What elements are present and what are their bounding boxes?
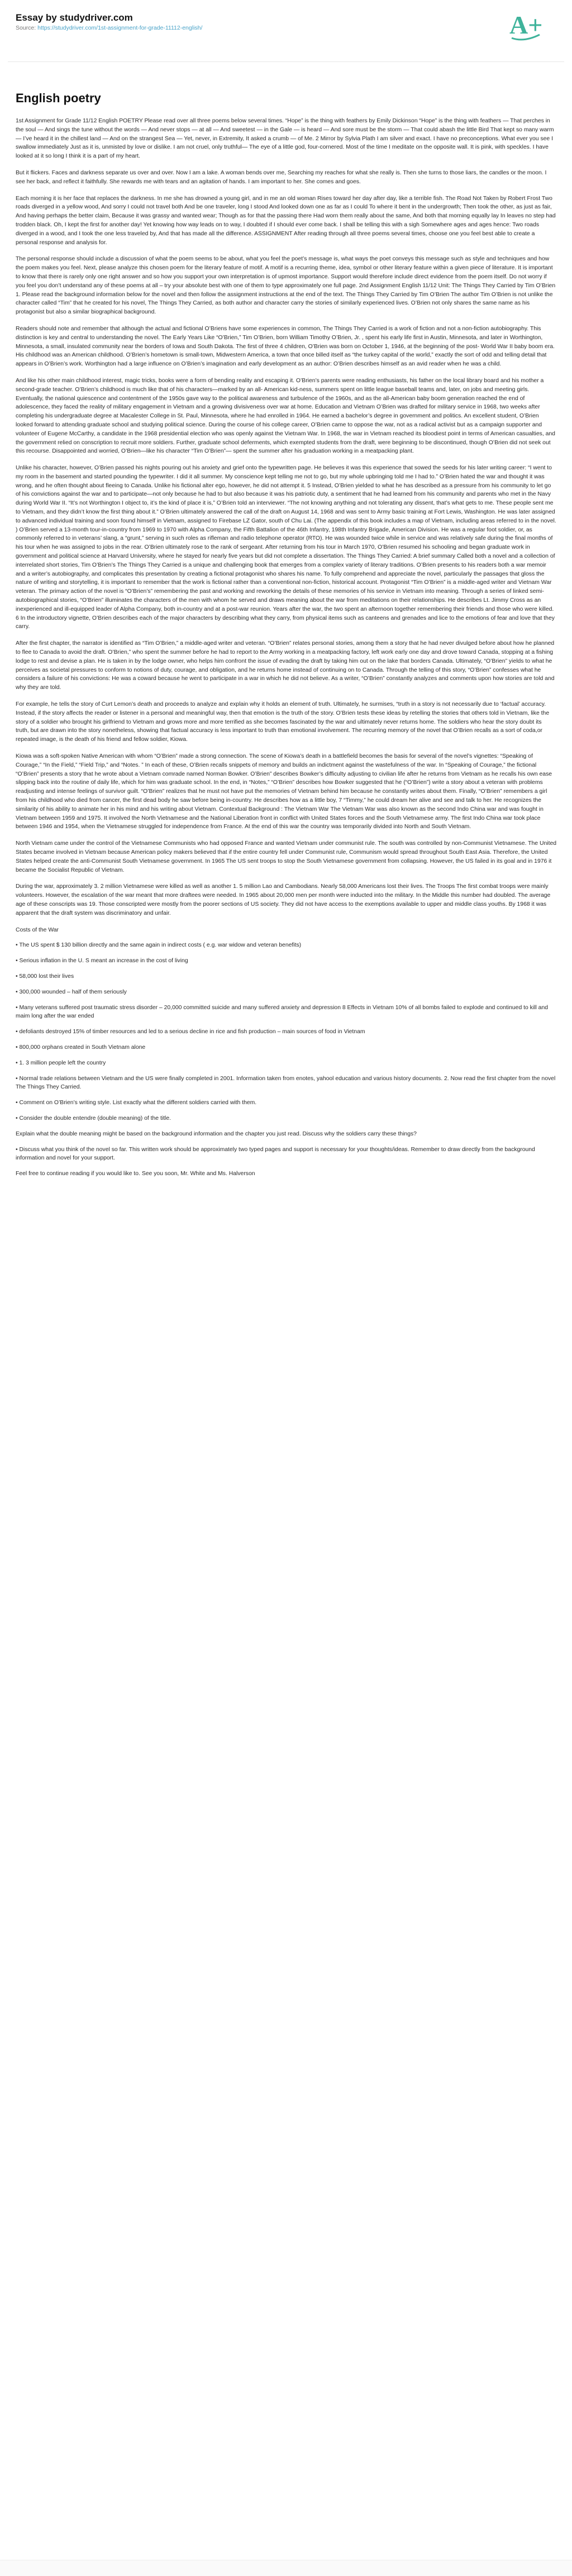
list-item: • The US spent $ 130 billion directly and the same again in indirect costs ( e.g. war widow and veteran benefits) xyxy=(16,942,302,949)
paragraph: Kiowa was a soft-spoken Native American with whom “O’Brien” made a strong connection. The scene of Kiowa’s death in a battlefield becomes the basis for several of the novel’s vignettes: “Speaking of Courage,” “In the Field,” “Field Trip,” and “Notes. ” In each of these, O’Brien recalls snippets of memory and builds an indictment against the wastefulness of the war. In “Speaking of Courage,” the fictional “O’Brien” presents a story that he wrote about a Vietnam comrade named Norman Bowker. O’Brien” describes Bowker’s difficulty adjusting to civilian life after he returns from Vietnam as he recalls his own ease slipping back into the routine of daily life, which for him was graduate school. In the end, in “Notes,” “O’Brien” describes how Bowker suggested that he (“O’Brien”) write a story about a veteran with problems readjusting and intense feelings of survivor guilt. “O’Brien” realizes that he must not have put the memories of Vietnam behind him because he constantly writes about them. Finally, “O’Brien” remembers a girl from his childhood who died from cancer, the first dead body he saw before being in-country. He describes how as a little boy, 7 “Timmy,” he could dream her alive and see and talk to her. He recognizes the similarity of his ability to animate her in his mind and his writing about Vietnam. Contextual Background : The Vietnam War The Vietnam War was also known as the second Indo China war and was fought in Vietnam between 1959 and 1975. It involved the North Vietnamese and the National Liberation front in conflict with United States forces and the South Vietnamese army. The first Indo China war took place between 1946 and 1954, when the Vietnamese struggled for independence from France. At the end of this war the country was temporarily divided into North and South Vietnam. xyxy=(16,753,552,830)
paragraph: But it flickers. Faces and darkness separate us over and over. Now I am a lake. A woman bends over me, Searching my reaches for what she really is. Then she turns to those liars, the candles or the moon. I see her back, and reflect it faithfully. She rewards me with tears and an agitation of hands. I am important to her. She comes and goes. xyxy=(16,169,547,185)
list-item: • Comment on O’Brien’s writing style. List exactly what the different soldiers carried with them. xyxy=(16,1100,257,1106)
paragraph: After the first chapter, the narrator is identified as “Tim O’Brien,” a middle-aged writer and veteran. “O’Brien” relates personal stories, among them a story that he had never divulged before about how he planned to flee to Canada to avoid the draft. O’Brien,” who spent the summer before he had to report to the Army working in a meatpacking factory, left work early one day and drove toward Canada, stopping at a fishing lodge to rest and devise a plan. He is taken in by the lodge owner, who helps him confront the issue of evading the draft by taking him out on the lake that borders Canada. Ultimately, “O’Brien” yields to what he perceives as societal pressures to conform to notions of duty, courage, and obligation, and he returns home instead of continuing on to Canada. Through the telling of this story, “O’Brien” confesses what he considers a failure of his convictions: He was a coward because he went to participate in a war in which he did not believe. As a writer, “O’Brien” constantly analyzes and comments upon how stories are told and why they are told. xyxy=(16,640,555,691)
list-item: • Serious inflation in the U. S meant an increase in the cost of living xyxy=(16,958,188,964)
page xyxy=(0,0,572,1178)
paragraph: For example, he tells the story of Curt Lemon’s death and proceeds to analyze and explain why it holds an element of truth. Ultimately, he surmises, “truth in a story is not necessarily due to ‘factual’ accuracy. Instead, if the story affects the reader or listener in a personal and meaningful way, then that emotion is the truth of the story. O’Brien tests these ideas by retelling the stories that others told in Vietnam, like the story of a soldier who brought his girlfriend to Vietnam and grows more and more terrified as she becomes fascinated by the war and ultimately never returns home. The soldiers who hear the story doubt its truth, but are drawn into the story nonetheless, showing that factual accuracy is less important to truth than emotional involvement. The recurring memory of the novel that O’Brien recalls as a sort of coda,or repeated image, is the death of his friend and fellow soldier, Kiowa. xyxy=(16,701,550,743)
page-title: English poetry xyxy=(16,91,101,105)
source-line xyxy=(16,25,202,31)
header xyxy=(8,0,564,62)
list-item: • 300,000 wounded – half of them seriously xyxy=(16,988,127,995)
paragraph: Unlike his character, however, O’Brien passed his nights pouring out his anxiety and grief onto the typewritten page. He believes it was this experience that sowed the seeds for his later writing career: “I went to my room in the basement and started pounding the typewriter. I did it all summer. My conscience kept telling me not to go, but my whole upbringing told me I had to.” O’Brien hated the war and thought it was wrong, and he often thought about fleeing to Canada. Unlike his fictional alter ego, however, he did not attempt it. 5 Instead, O’Brien yielded to what he has described as a pressure from his community to let go of his convictions against the war and to participate—not only because he had to but also because it was his patriotic duty, a sentiment that he had learned from his community and parents who met in the Navy during World War II. “It’s not Worthington I object to, it’s the kind of place it is,” O’Brien told an interviewer. “The not knowing anything and not tolerating any dissent, that’s what gets to me. These people sent me to Vietnam, and they didn’t know the first thing about it.” O’Brien ultimately answered the call of the draft on August 14, 1968 and was sent to Army basic training at Fort Lewis, Washington. He was later assigned to advanced individual training and soon found himself in Vietnam, assigned to Firebase LZ Gator, south of Chu Lai. (The appendix of this book includes a map of Vietnam, including areas referred to in the novel. ) O’Brien served a 13-month tour-in-country from 1969 to 1970 with Alpha Company, the Fifth Battalion of the 46th Infantry, 198th Infantry Brigade, American Division. He was a regular foot soldier, or, as commonly referred to in veterans’ slang, a “grunt,” serving in such roles as rifleman and radio telephone operator (RTO). He was wounded twice while in service and was relatively safe during the final months of his tour when he was assigned to jobs in the rear. O’Brien ultimately rose to the rank of sergeant. After returning from his tour in March 1970, O’Brien resumed his schooling and began graduate work in government and political science at Harvard University, where he stayed for nearly five years but did not complete a dissertation. The Things They Carried: A brief summary Called both a novel and a collection of interrelated short stories, Tim O’Brien’s The Things They Carried is a unique and challenging book that emerges from a complex variety of literary traditions. O’Brien presents to his readers both a war memoir and a writer’s autobiography, and complicates this presentation by creating a fictional protagonist who shares his name. To fully comprehend and appreciate the novel, particularly the passages that gloss the nature of writing and storytelling, it is important to remember that the work is fictional rather than a conventional non-fiction, historical account. Protagonist “Tim O’Brien” is a middle-aged writer and Vietnam War veteran. The primary action of the novel is “O’Brien’s” remembering the past and working and reworking the details of these memories of his service in Vietnam into meaning. Through a series of linked semi-autobiographical stories, “O’Brien” illuminates the characters of the men with whom he served and draws meaning about the war from meditations on their relationships. He describes Lt. Jimmy Cross as an inexperienced and ill-equipped leader of Alpha Company, both in-country and at a post-war reunion. Years after the war, the two spent an afternoon together remembering their friends and those who were killed. 6 In the introductory vignette, O’Brien describes each of the major characters by describing what they carry, from physical items such as canteens and grenades and lice to the emotions of fear and love that they carry. xyxy=(16,465,556,630)
list-item: • 58,000 lost their lives xyxy=(16,973,74,980)
site-title: Essay by studydriver.com xyxy=(16,12,133,23)
list-item: • Discuss what you think of the novel so far. This written work should be approximately two typed pages and support is necessary for your thoughts/ideas. Remember to draw directly from the background information and novel for your support. xyxy=(16,1146,535,1162)
source-label: Source: xyxy=(16,25,36,31)
paragraph: Explain what the double meaning might be based on the background information and the chapter you just read. Discuss why the soldiers carry these things? xyxy=(16,1130,417,1137)
paragraph: Costs of the War xyxy=(16,926,59,933)
paragraph: Each morning it is her face that replaces the darkness. In me she has drowned a young girl, and in me an old woman Rises toward her day after day, like a terrible fish. The Road Not Taken by Robert Frost Two roads diverged in a yellow wood, And sorry I could not travel both And be one traveler, long I stood And looked down one as far as I could To where it bent in the undergrowth; Then took the other, as just as fair, And having perhaps the better claim, Because it was grassy and wanted wear; Though as for that the passing there Had worn them really about the same, And both that morning equally lay In leaves no step had trodden black. Oh, I kept the first for another day! Yet knowing how way leads on to way, I doubted if I should ever come back. I shall be telling this with a sigh Somewhere ages and ages hence: Two roads diverged in a wood, and I took the one less traveled by, And that has made all the difference. ASSIGNMENT After reading through all three poems several times, choose one you feel best able to create a personal response and analysis for. xyxy=(16,195,556,246)
source-link[interactable]: https://studydriver.com/1st-assignment-for-grade-11112-english/ xyxy=(37,25,203,31)
list-item: • defoliants destroyed 15% of timber resources and led to a serious decline in rice and fish production – main sources of food in Vietnam xyxy=(16,1029,365,1035)
paragraph: Readers should note and remember that although the actual and fictional O’Briens have some experiences in common, The Things They Carried is a work of fiction and not a non-fiction autobiography. This distinction is key and central to understanding the novel. The Early Years Like “O’Brien,” Tim O’Brien, born William Timothy O’Brien, Jr. , spent his early life first in Austin, Minnesota, and later in Worthington, Minnesota, a small, insulated community near the borders of Iowa and South Dakota. The first of three 4 children, O’Brien was born on October 1, 1946, at the beginning of the post- World War II baby boom era. His childhood was an American childhood. O’Brien’s hometown is small-town, Midwestern America, a town that once billed itself as “the turkey capital of the world,” exactly the sort of odd and telling detail that appears in O’Brien’s work. Worthington had a large influence on O’Brien’s imagination and early development as an author: O’Brien describes himself as an avid reader when he was a child. xyxy=(16,325,555,368)
list-item: • Consider the double entendre (double meaning) of the title. xyxy=(16,1115,171,1121)
footer-bar xyxy=(0,2560,572,2576)
list-item: • Many veterans suffered post traumatic stress disorder – 20,000 committed suicide and many suffered anxiety and depression 8 Effects in Vietnam 10% of all bombs failed to explode and continued to kill and maim long after the war ended xyxy=(16,1004,549,1020)
paragraph: The personal response should include a discussion of what the poem seems to be about, what you feel the poet’s message is, what ways the poet conveys this message such as style and techniques and how the poem makes you feel. Next, please analyze this chosen poem for the literary feature of motif. A motif is a recurring theme, idea, symbol or other literary feature within a given piece of literature. It is important to know that there is rarely only one right answer and so how you support your own interpretation is of upmost importance. Support would therefore include direct evidence from the poem itself. Do not worry if you feel you don’t understand any of these poems at all – try your absolute best with one of them to type approximately one full page. 2nd Assignment English 11/12 Unit: The Things They Carried by Tim O’Brien 1. Please read the background information below for the novel and then follow the assignment instructions at the end of the text. The Things They Carried by Tim O’Brien The author Tim O’Brien is not unlike the character called “Tim” that he created for his novel, The Things They Carried, as both author and character carry the stories of similarly experienced lives. O’Brien not only shares the same name as his protagonist but also a similar biographical background. xyxy=(16,256,556,316)
list-item: • 1. 3 million people left the country xyxy=(16,1059,106,1066)
paragraph: North Vietnam came under the control of the Vietnamese Communists who had opposed France and wanted Vietnam under communist rule. The south was controlled by non-Communist Vietnamese. The United States became involved in Vietnam because American policy makers believed that if the entire country fell under Communist rule, Communism would spread throughout South East Asia. Therefore, the United States helped create the anti-Communist South Vietnamese government. In 1965 The US sent troops to stop the South Vietnamese government from collapsing. However, the US failed in its goal and in 1976 it became the Socialist Republic of Vietnam. xyxy=(16,840,557,873)
paragraph: 1st Assignment for Grade 11/12 English POETRY Please read over all three poems below several times. “Hope” is the thing with feathers by Emily Dickinson “Hope” is the thing with feathers — That perches in the soul — And sings the tune without the words — And never stops — at all — And sweetest — in the Gale — is heard — And sore must be the storm — That could abash the little Bird That kept so many warm — I’ve heard it in the chillest land — And on the strangest Sea — Yet, never, in Extremity, It asked a crumb — of Me. 2 Mirror by Sylvia Plath I am silver and exact. I have no preconceptions. What ever you see I swallow immediately Just as it is, unmisted by love or dislike. I am not cruel, only truthful— The eye of a little god, four-cornered. Most of the time I meditate on the opposite wall. It is pink, with speckles. I have looked at it so long I think it is a part of my heart. xyxy=(16,118,554,160)
a-plus-logo-icon[interactable] xyxy=(507,6,545,44)
logo-text: A+ xyxy=(509,11,543,39)
paragraph: And like his other main childhood interest, magic tricks, books were a form of bending reality and escaping it. O’Brien’s parents were reading enthusiasts, his father on the local library board and his mother a second-grade teacher. O’Brien’s childhood is much like that of his characters—marked by an all- American kid-ness, summers spent on little league baseball teams and, later, on jobs and meeting girls. Eventually, the national quiescence and contentment of the 1950s gave way to the political awareness and turbulence of the 1960s, and as the all-American baby boom generation reached the end of adolescence, they faced the reality of military engagement in Vietnam and a growing divisiveness over war at home. Education and Vietnam O’Brien was drafted for military service in 1968, two weeks after completing his undergraduate degree at Macalester College in St. Paul, Minnesota, where he had enrolled in 1964. He earned a bachelor’s degree in government and politics. An excellent student, O’Brien looked forward to attending graduate school and studying political science. During the course of his college career, O’Brien came to oppose the war, not as a radical activist but as a campaign supporter and volunteer of Eugene McCarthy, a candidate in the 1968 presidential election who was openly against the Vietnam War. In 1968, the war in Vietnam reached its bloodiest point in terms of American casualties, and the government relied on conscription to recruit more soldiers. Further, graduate school deferments, which exempted students from the draft, were beginning to be discontinued, though O’Brien did not seek out this recourse. Disappointed and worried, O’Brien—like his character “Tim O’Brien”— spent the summer after his graduation working in a meatpacking plant. xyxy=(16,377,555,455)
list-item: • Normal trade relations between Vietnam and the US were finally completed in 2001. Information taken from enotes, yahool education and various history documents. 2. Now read the first chapter from the novel The Things They Carried. xyxy=(16,1075,556,1091)
essay-content xyxy=(8,117,564,1178)
list-item: • 800,000 orphans created in South Vietnam alone xyxy=(16,1044,146,1051)
paragraph: During the war, approximately 3. 2 million Vietnamese were killed as well as another 1. 5 million Lao and Cambodians. Nearly 58,000 Americans lost their lives. The Troops The first combat troops were mainly volunteers. However, the escalation of the war meant that more draftees were needed. In 1965 about 20,000 men per month were inducted into the military. In the Middle this number had doubled. The average age of these conscripts was 19. Those conscripted were mostly from the poorer sections of US society. They did not have access to the exemptions available to upper and middle class youths. By 1968 it was apparent that the draft system was discriminatory and unfair. xyxy=(16,883,551,916)
paragraph: Feel free to continue reading if you would like to. See you soon, Mr. White and Ms. Halverson xyxy=(16,1171,255,1177)
